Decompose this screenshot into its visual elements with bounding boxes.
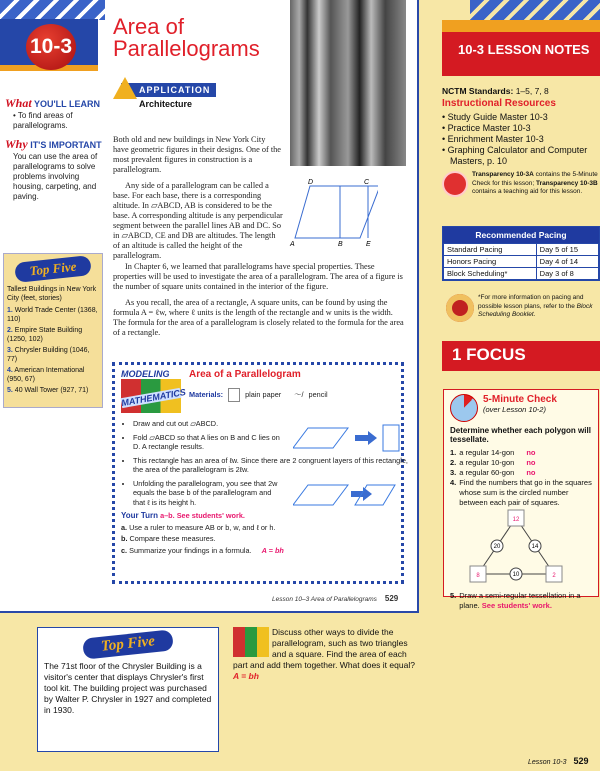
logo-text: MATHEMATICS: [120, 386, 187, 409]
check-prompt: Determine whether each polygon will tessellate.: [450, 426, 591, 444]
check-subtitle: (over Lesson 10-2): [483, 405, 546, 414]
check-item: [450, 448, 592, 458]
bottom-footer: [528, 756, 589, 766]
paper-icon: [228, 388, 240, 402]
top-five-list: [3, 253, 103, 408]
modeling-note-answer: A = bh: [233, 671, 259, 681]
label-a: A: [290, 241, 295, 248]
your-turn-answer: a–b. See students' work.: [160, 511, 245, 520]
item-number: 2.: [7, 327, 13, 334]
transparency-b-text: contains a teaching aid for this lesson.: [472, 188, 583, 195]
modeling-step: • Unfolding the parallelogram, you see that 2w equals the base b of the parallelogram and that ℓ is its height h.: [133, 479, 281, 508]
pacing-days: Day 5 of 15: [536, 244, 598, 256]
step-label: b.: [121, 534, 128, 543]
page-title: [113, 16, 260, 60]
resource-item: • Study Guide Master 10-3: [442, 112, 548, 122]
block-note: [446, 294, 600, 322]
application-badge: [113, 83, 216, 109]
top-five-item: [7, 366, 99, 384]
top-five-note: [37, 627, 219, 752]
title-line: Area of: [113, 14, 184, 39]
why-script: Why: [5, 137, 28, 151]
intro-text: [113, 135, 283, 267]
item-text: a regular 14-gon: [459, 448, 515, 457]
item-answer: no: [526, 468, 536, 477]
decorative-stripes: [0, 0, 105, 20]
why-head: IT'S IMPORTANT: [30, 140, 102, 150]
check-item: [450, 478, 592, 508]
step-text: Compare these measures.: [129, 534, 216, 543]
rectangle-shape: [383, 425, 399, 451]
label-b: B: [338, 241, 343, 248]
item-number: 5.: [450, 591, 457, 600]
pacing-row: [444, 244, 599, 256]
clock-icon: [450, 394, 478, 422]
block-note-book: Block Scheduling Booklet.: [478, 302, 593, 318]
paragraph: Both old and new buildings in New York City have geometric figures in their designs. One of the most prevalent figures in construction is a parallelogram.: [113, 135, 281, 174]
resource-item: • Practice Master 10-3: [442, 123, 531, 133]
nctm-label: NCTM Standards:: [442, 86, 514, 96]
item-text: Find the numbers that go in the squares whose sum is the circled number between each pair of squares.: [459, 478, 592, 507]
your-turn-step: [121, 546, 395, 556]
logo-text: MODELING: [121, 369, 181, 379]
parallelogram-figure: [288, 176, 378, 248]
resource-text: Enrichment Master 10-3: [447, 134, 544, 144]
modeling-step: • Draw and cut out ▱ABCD.: [133, 419, 281, 429]
transparency-a-text: contains the 5-Minute Check for this lesson;: [472, 171, 598, 187]
triangle-icon: [113, 77, 137, 99]
step-label: a.: [121, 522, 128, 532]
what-script: What: [5, 96, 32, 110]
number-triangle-diagram: [466, 508, 566, 586]
resource-item: • Enrichment Master 10-3: [442, 134, 544, 144]
item-number: 5.: [7, 387, 13, 394]
top-five-item: [7, 326, 99, 344]
paragraph: As you recall, the area of a rectangle, A square units, can be found by using the formula A = ℓw, where ℓ units is the length of the rectangle and w units is the width. The formula for the area of a parallelogram is closely related to the formula for the area of a rectangle.: [113, 298, 404, 337]
folding-diagrams: [293, 423, 403, 533]
application-label: APPLICATION: [121, 83, 216, 97]
pacing-type: Standard Pacing: [444, 244, 537, 256]
item-text: American International (950, 67): [7, 367, 85, 383]
page-number: 529: [573, 756, 589, 766]
modeling-mathematics-box: [112, 362, 408, 584]
item-text: Empire State Building (1250, 102): [7, 327, 83, 343]
item-body: [459, 468, 535, 478]
lesson-notes-header: 10-3 LESSON NOTES: [442, 20, 600, 76]
parallelogram-shape: [293, 485, 348, 505]
resource-text: Graphing Calculator and Computer Masters, p. 10: [447, 145, 588, 166]
decorative-stripes: [470, 0, 600, 20]
body-text: [113, 262, 405, 344]
pacing-type: Honors Pacing: [444, 256, 537, 268]
parallelogram-shape: [293, 428, 348, 448]
nctm-value: 1–5, 7, 8: [515, 86, 549, 96]
blocks-icon: [446, 294, 474, 322]
resource-item: • Graphing Calculator and Computer Masters, p. 10: [442, 145, 588, 166]
resource-text: Practice Master 10-3: [447, 123, 531, 133]
circle-value: 10: [512, 572, 520, 578]
top-five-item: [7, 386, 99, 395]
resource-text: Study Guide Master 10-3: [447, 112, 548, 122]
page-number: 529: [384, 594, 399, 603]
material: plain paper: [245, 390, 282, 400]
item-text: World Trade Center (1368, 110): [7, 307, 98, 323]
top-five-item: [7, 346, 99, 364]
paragraph: Any side of a parallelogram can be called a base. For each base, there is a corresponding altitude. In ▱ABCD, AB is considered to be the base. A corresponding altitude is any perpendicular segment between the parallel lines AB and DC. So in ▱ABCD, CE and DB are altitudes. The length of an altitude is called the height of the parallelogram.: [113, 181, 283, 260]
application-subtitle: Architecture: [139, 99, 193, 109]
pacing-days: Day 4 of 14: [536, 256, 598, 268]
what-youll-learn: What YOU'LL LEARN • To find areas of parallelograms. Why IT'S IMPORTANT You can use the area of parallelograms to solve problems involving housing, carpeting, and paving.: [5, 96, 102, 201]
materials-label: Materials:: [189, 390, 224, 400]
resources-heading: Instructional Resources: [442, 98, 556, 109]
check-item: [450, 458, 592, 468]
item-number: 3.: [450, 468, 457, 477]
label-d: D: [308, 179, 314, 186]
parallelogram-shape: [295, 186, 378, 238]
item-number: 1.: [7, 307, 13, 314]
item-text: 40 Wall Tower (927, 71): [14, 387, 89, 394]
circle-value: 20: [493, 544, 501, 550]
arrow-icon: [355, 431, 377, 445]
item-answer: no: [526, 458, 536, 467]
item-body: [459, 478, 592, 508]
item-number: 4.: [450, 478, 457, 487]
instructional-resources: [442, 86, 600, 197]
modeling-step: • Fold ▱ABCD so that A lies on B and C lies on D. A rectangle results.: [133, 433, 281, 452]
modeling-step: • This rectangle has an area of ℓw. Since there are 2 congruent layers of this rectangle, the area of the parallelogram is 2ℓw.: [133, 456, 408, 475]
top-five-item: [7, 306, 99, 324]
step-label: c.: [121, 545, 128, 555]
check-title: 5-Minute Check: [483, 394, 557, 405]
item-text: a regular 10-gon: [459, 458, 515, 467]
skyline-photo: [290, 0, 406, 166]
modeling-logo: [120, 369, 187, 413]
item-text: Chrysler Building (1046, 77): [7, 347, 90, 363]
item-number: 4.: [7, 367, 13, 374]
modeling-note: [233, 627, 418, 682]
item-answer: no: [526, 448, 536, 457]
step-text: Summarize your findings in a formula.: [129, 545, 252, 555]
material: pencil: [308, 390, 328, 400]
label-c: C: [364, 179, 370, 186]
item-number: 1.: [450, 448, 457, 457]
five-minute-check: [443, 389, 599, 610]
item-answer: See students' work.: [481, 601, 552, 610]
value-right: 2: [552, 573, 556, 579]
parallelogram-shape: [355, 485, 395, 505]
your-turn-label: Your Turn: [121, 511, 159, 520]
pacing-row: [444, 256, 599, 268]
title-line: Parallelograms: [113, 36, 260, 61]
footer-lesson: Lesson 10-3: [528, 759, 567, 766]
pacing-table: [442, 226, 600, 281]
transparency-b: Transparency 10-3B: [535, 179, 598, 187]
your-turn-step: [121, 534, 395, 544]
block-note-text: *For more information on pacing and possible lesson plans, refer to the: [478, 294, 584, 310]
item-number: 2.: [450, 458, 457, 467]
focus-header: 1 FOCUS: [442, 341, 600, 371]
item-text: Draw a semi-regular tessellation in a plane.: [459, 591, 581, 610]
top-five-text: The 71st floor of the Chrysler Building is a visitor's center that displays Chrysler's first tool kit. The building project was purchased by Walter P. Chrysler in 1927 and completed in 1930.: [44, 661, 212, 715]
footer-lesson: Lesson 10–3 Area of Parallelograms: [272, 596, 377, 603]
step-answer: A = bh: [261, 545, 284, 555]
pacing-row: [444, 268, 599, 280]
modeling-note-text: Discuss other ways to divide the parallelogram, such as two triangles and a square. Find the area of each part and add them together. What does it equal?: [233, 627, 415, 670]
why-text: You can use the area of parallelograms to solve problems involving housing, carpeting, and paving.: [13, 152, 98, 201]
paragraph: In Chapter 6, we learned that parallelograms have special properties. These properties will be used to investigate the area of a parallelogram. The area of a figure is the number of square units contained in the interior of the figure.: [113, 262, 403, 291]
projector-icon: [442, 171, 468, 197]
what-head: YOU'LL LEARN: [34, 99, 101, 109]
value-top: 12: [512, 517, 520, 523]
top-five-logo: Top Five: [82, 629, 174, 659]
transparency-a: Transparency 10-3A: [472, 171, 534, 178]
modeling-logo-small: [233, 627, 269, 657]
check-item: [450, 468, 592, 478]
pacing-heading: Recommended Pacing: [443, 227, 599, 243]
pencil-icon: 〜/: [294, 390, 304, 400]
circle-value: 14: [531, 544, 539, 550]
item-body: [459, 458, 535, 468]
step-text: Use a ruler to measure AB or b, w, and ℓ or h.: [129, 522, 276, 532]
lesson-badge: 10-3: [26, 24, 76, 70]
top-five-caption: Tallest Buildings in New York City (feet, stories): [7, 286, 97, 302]
page-footer: [272, 594, 398, 603]
pacing-type: Block Scheduling*: [444, 268, 537, 280]
modeling-title: Area of a Parallelogram: [189, 369, 301, 380]
item-number: 3.: [7, 347, 13, 354]
label-e: E: [366, 241, 371, 248]
value-left: 8: [476, 573, 480, 579]
pacing-days: Day 3 of 8: [536, 268, 598, 280]
top-five-logo: Top Five: [14, 255, 92, 283]
what-item: To find areas of parallelograms.: [13, 111, 73, 130]
item-text: a regular 60-gon: [459, 468, 515, 477]
item-body: [459, 448, 535, 458]
